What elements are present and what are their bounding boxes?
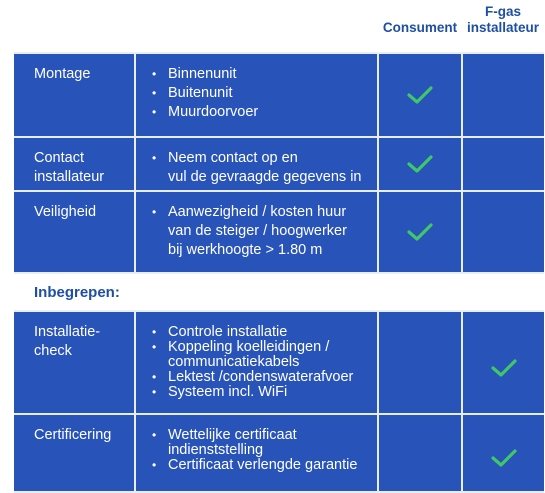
fgas-cell bbox=[463, 192, 544, 272]
row-label bbox=[14, 192, 136, 272]
responsibility-table-bottom bbox=[14, 310, 544, 493]
row-label bbox=[14, 312, 136, 413]
table-row-contact-installateur bbox=[14, 138, 544, 192]
list-item bbox=[152, 370, 377, 385]
list-item-text: • Wettelijke certificaat bbox=[168, 427, 297, 443]
table-row-montage bbox=[14, 54, 544, 138]
row-label-line: check bbox=[34, 343, 72, 359]
list-item-text: • Controle installatie bbox=[168, 324, 288, 340]
list-item-text: bij werkhoogte > 1.80 m bbox=[168, 242, 323, 258]
row-items bbox=[136, 415, 379, 491]
list-item bbox=[152, 103, 377, 122]
list-item-text: • Neem contact op en bbox=[168, 150, 298, 166]
list-item bbox=[152, 325, 377, 340]
list-item bbox=[152, 65, 377, 84]
list-item bbox=[152, 149, 377, 187]
list-item bbox=[152, 203, 377, 260]
row-label bbox=[14, 138, 136, 190]
list-item bbox=[152, 84, 377, 103]
row-label-line: Veiligheid bbox=[34, 204, 97, 220]
list-item-text: indienststelling bbox=[168, 442, 264, 458]
row-items bbox=[136, 192, 379, 272]
row-label bbox=[14, 54, 136, 136]
list-item bbox=[152, 458, 377, 473]
list-item-text: • Lektest /condenswaterafvoer bbox=[168, 369, 354, 385]
list-item-text: • Certificaat verlengde garantie bbox=[168, 457, 358, 473]
list-item-text: communicatiekabels bbox=[168, 354, 300, 370]
consument-cell bbox=[379, 54, 463, 136]
row-label-line: Certificering bbox=[34, 427, 112, 443]
row-label bbox=[14, 415, 136, 491]
row-items bbox=[136, 138, 379, 190]
consument-cell bbox=[379, 138, 463, 190]
column-header-consument: Consument bbox=[382, 20, 458, 35]
checkmark-icon bbox=[491, 358, 517, 378]
checkmark-icon bbox=[407, 222, 433, 242]
column-header-fgas-line2: installateur bbox=[466, 20, 540, 35]
row-label-line: Montage bbox=[34, 66, 91, 82]
section-title-inbegrepen: Inbegrepen: bbox=[34, 284, 120, 301]
list-item-text: vul de gevraagde gegevens in bbox=[168, 169, 362, 185]
row-label-line: Contact bbox=[34, 150, 84, 166]
list-item-text: Buitenunit bbox=[168, 85, 233, 101]
consument-cell bbox=[379, 192, 463, 272]
fgas-cell bbox=[463, 415, 544, 491]
column-header-fgas-installateur bbox=[463, 4, 543, 36]
table-row-certificering bbox=[14, 415, 544, 493]
checkmark-icon bbox=[491, 448, 517, 468]
list-item bbox=[152, 340, 377, 370]
row-items bbox=[136, 54, 379, 136]
row-label-line: installateur bbox=[34, 169, 105, 185]
column-header-fgas-line1: F-gas bbox=[484, 4, 521, 19]
fgas-cell bbox=[463, 138, 544, 190]
list-item bbox=[152, 428, 377, 458]
consument-cell bbox=[379, 312, 463, 413]
fgas-cell bbox=[463, 54, 544, 136]
list-item-text: • Koppeling koelleidingen / bbox=[168, 339, 330, 355]
row-label-line: Installatie- bbox=[34, 324, 101, 340]
checkmark-icon bbox=[407, 154, 433, 174]
row-items bbox=[136, 312, 379, 413]
list-item-text: Muurdoorvoer bbox=[168, 104, 259, 120]
list-item-text: • Aanwezigheid / kosten huur bbox=[168, 204, 347, 220]
table-row-installatie-check bbox=[14, 312, 544, 415]
list-item-text: • Systeem incl. WiFi bbox=[168, 384, 288, 400]
table-row-veiligheid bbox=[14, 192, 544, 274]
fgas-cell bbox=[463, 312, 544, 413]
list-item bbox=[152, 385, 377, 400]
responsibility-table-top bbox=[14, 52, 544, 274]
list-item-text: van de steiger / hoogwerker bbox=[168, 223, 347, 239]
list-item-text: Binnenunit bbox=[168, 66, 237, 82]
checkmark-icon bbox=[407, 85, 433, 105]
consument-cell bbox=[379, 415, 463, 491]
